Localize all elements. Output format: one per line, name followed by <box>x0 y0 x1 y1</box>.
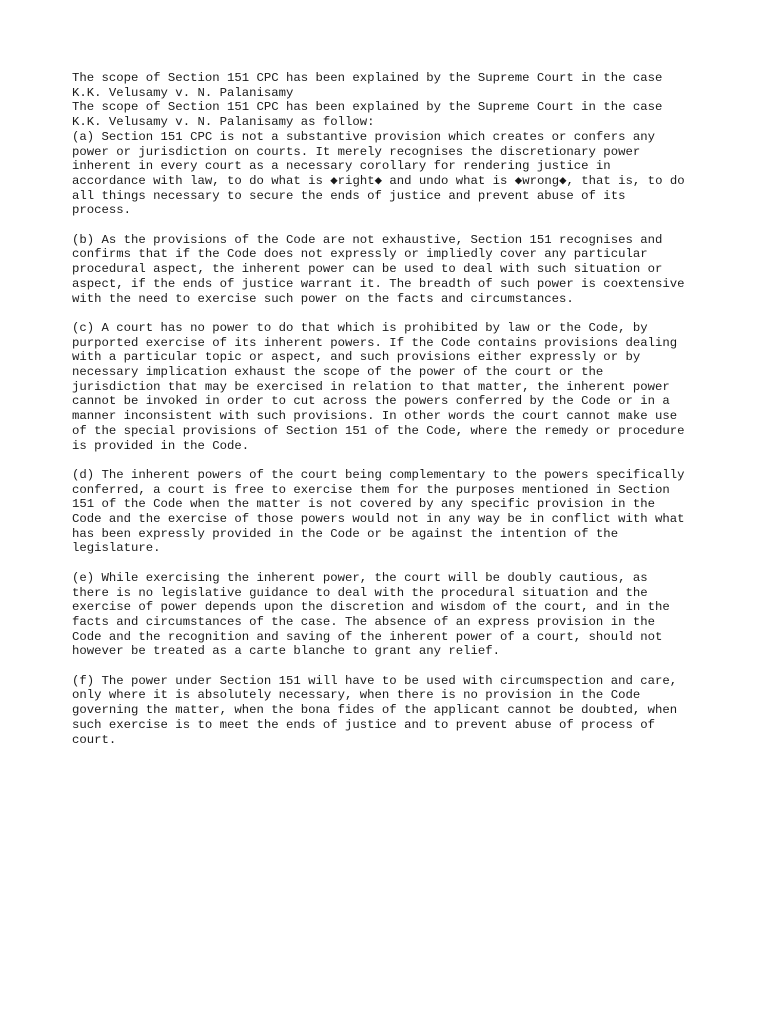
paragraph-line: facts and circumstances of the case. The absence of an express provision in the <box>72 614 655 629</box>
paragraph-c <box>72 321 712 453</box>
paragraph-line: (b) As the provisions of the Code are not exhaustive, Section 151 recognises and <box>72 232 663 247</box>
paragraph-line: is provided in the Code. <box>72 438 250 453</box>
intro-block <box>72 71 712 130</box>
paragraph-line: jurisdiction that may be exercised in relation to that matter, the inherent power <box>72 379 670 394</box>
paragraph-line: Code and the recognition and saving of the inherent power of a court, should not <box>72 629 663 644</box>
paragraph-line: manner inconsistent with such provisions. In other words the court cannot make use <box>72 409 678 424</box>
paragraph-line: (c) A court has no power to do that which is prohibited by law or the Code, by <box>72 320 648 335</box>
paragraph-line: Code and the exercise of those powers would not in any way be in conflict with what <box>72 512 685 527</box>
paragraph-line: has been expressly provided in the Code or be against the intention of the <box>72 526 619 541</box>
paragraph-line: however be treated as a carte blanche to grant any relief. <box>72 644 501 659</box>
paragraph-line: (f) The power under Section 151 will have to be used with circumspection and care, <box>72 673 678 688</box>
paragraph-a <box>72 130 712 218</box>
paragraph-line: legislature. <box>72 541 161 556</box>
paragraph-line: only where it is absolutely necessary, when there is no provision in the Code <box>72 688 641 703</box>
paragraph-line: there is no legislative guidance to deal with the procedural situation and the <box>72 585 648 600</box>
paragraph-b <box>72 233 712 307</box>
paragraph-line: aspect, if the ends of justice warrant it. The breadth of such power is coextensive <box>72 276 685 291</box>
paragraph-line: with the need to exercise such power on the facts and circumstances. <box>72 291 574 306</box>
paragraph-line: accordance with law, to do what is ◆right◆ and undo what is ◆wrong◆, that is, to do <box>72 173 685 188</box>
paragraph-line: (d) The inherent powers of the court being complementary to the powers specifically <box>72 467 685 482</box>
paragraph-line: inherent in every court as a necessary corollary for rendering justice in <box>72 159 611 174</box>
paragraph-line: court. <box>72 732 117 747</box>
paragraph-line: with a particular topic or aspect, and such provisions either expressly or by <box>72 350 641 365</box>
paragraph-line: 151 of the Code when the matter is not covered by any specific provision in the <box>72 497 655 512</box>
paragraph-line: power or jurisdiction on courts. It merely recognises the discretionary power <box>72 144 641 159</box>
paragraph-line: exercise of power depends upon the discretion and wisdom of the court, and in the <box>72 600 670 615</box>
paragraph-line: process. <box>72 203 132 218</box>
paragraph-line: of the special provisions of Section 151 of the Code, where the remedy or procedure <box>72 423 685 438</box>
paragraph-line: such exercise is to meet the ends of justice and to prevent abuse of process of <box>72 717 655 732</box>
paragraph-line: (e) While exercising the inherent power, the court will be doubly cautious, as <box>72 570 648 585</box>
paragraph-line: confirms that if the Code does not expressly or impliedly cover any particular <box>72 247 648 262</box>
paragraph-line: governing the matter, when the bona fides of the applicant cannot be doubted, when <box>72 703 678 718</box>
intro-line: K.K. Velusamy v. N. Palanisamy <box>72 85 294 100</box>
paragraph-line: (a) Section 151 CPC is not a substantive provision which creates or confers any <box>72 129 655 144</box>
paragraph-line: conferred, a court is free to exercise them for the purposes mentioned in Section <box>72 482 670 497</box>
paragraph-line: purported exercise of its inherent powers. If the Code contains provisions dealing <box>72 335 678 350</box>
paragraph-e <box>72 571 712 659</box>
intro-line: The scope of Section 151 CPC has been explained by the Supreme Court in the case <box>72 71 663 85</box>
document-page <box>72 71 712 762</box>
paragraph-f <box>72 674 712 748</box>
paragraph-line: procedural aspect, the inherent power can be used to deal with such situation or <box>72 262 663 277</box>
intro-line: The scope of Section 151 CPC has been explained by the Supreme Court in the case <box>72 100 663 115</box>
paragraph-line: necessary implication exhaust the scope of the power of the court or the <box>72 365 604 380</box>
paragraph-line: all things necessary to secure the ends of justice and prevent abuse of its <box>72 188 626 203</box>
intro-line: K.K. Velusamy v. N. Palanisamy as follow: <box>72 115 375 130</box>
paragraph-d <box>72 468 712 556</box>
paragraph-line: cannot be invoked in order to cut across the powers conferred by the Code or in a <box>72 394 670 409</box>
